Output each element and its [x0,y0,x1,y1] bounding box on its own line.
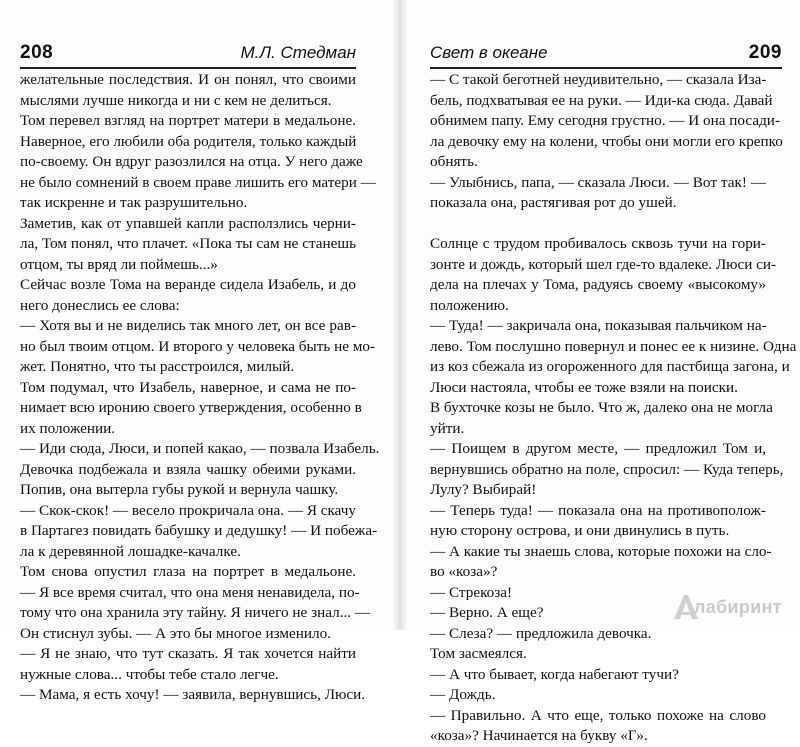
text-line: так искренне и так разрушительно. [20,194,248,211]
text-line: «коза»? Начинается на букву «Г». [430,727,648,744]
right-page [410,0,800,744]
text-line: мыслями лучше никогда и ни с кем не делиться. [20,91,332,109]
text-line: обнять. [430,153,478,170]
text-line: Сейчас возле Тома на веранде сидела Изабель, и до [20,276,356,293]
text-line: нужные слова... чтобы тебе стало легче. [20,665,279,683]
text-line: ную сторону острова, и они двинулись в путь. [430,522,730,539]
right-page-header [430,40,782,70]
left-header-rule [20,67,356,69]
text-line: но был твоим отцом. И второго у человека быть не мо- [20,337,376,355]
text-line: Лулу? Выбирай! [430,481,537,498]
right-running-title: Свет в океане [430,43,548,62]
text-line: желательные последствия. И он понял, что своими [20,71,356,88]
text-line: — Хотя вы и не виделись так много лет, он все рав- [20,317,356,334]
text-line: — С такой беготней неудивительно, — сказала Иза- [430,71,767,88]
text-line: жет. Понятно, что ты расстроился, милый. [20,358,295,375]
text-line: — Теперь туда! — показала она на противополож- [430,501,766,519]
text-line: Попив, она вытерла губы рукой и вернула чашку. [20,481,339,498]
text-line: во «коза»? [430,563,498,580]
text-line: — Улыбнись, папа, — сказала Люси. — Вот так! — [430,173,766,191]
text-line: — А какие ты знаешь слова, которые похожи на сло- [430,542,772,560]
text-line: отцом, ты вряд ли поймешь...» [20,255,218,273]
watermark-logo [672,593,787,621]
right-header-rule [430,67,782,69]
left-page [0,0,390,703]
text-line: ла, Том понял, что плачет. «Пока ты сам не станешь [20,235,356,252]
text-line: показала она, растягивая рот до ушей. [430,194,677,211]
text-line: Девочка подбежала и взяла чашку обеими руками. [20,460,356,478]
text-line: уйти. [430,419,465,437]
text-line: дела на плечах у Тома, радуясь своему «высокому» [430,276,766,293]
text-line: — Мама, я есть хочу! — заявила, вернувшись, Люси. [20,686,366,703]
text-line: — Слеза? — предложила девочка. [430,624,652,642]
text-line: — Иди сюда, Люси, и попей какао, — позвала Изабель. [20,440,380,457]
text-line: В бухточке козы не было. Что ж, далеко она не могла [430,399,773,416]
text-line: зонте и дождь, который шел где-то вдалеке. Люси си- [430,255,777,273]
text-line: в Партагез повидать бабушку и дедушку! — И побежа- [20,522,378,539]
text-line: — Правильно. А что еще, только похоже на слово [430,706,766,724]
watermark-text: лабиринт [694,597,782,617]
book-gutter [392,0,408,630]
left-running-title: М.Л. Стедман [240,43,356,62]
text-line: ла девочку ему на колени, чтобы они могли его крепко [430,132,783,150]
text-line: него донеслись ее слова: [20,296,180,314]
text-line: Том подумал, что Изабель, наверное, и сама не по- [20,378,356,396]
text-line: Том снова опустил глаза на портрет в медальоне. [20,563,356,580]
right-page-number: 209 [748,42,782,63]
text-line [430,214,766,235]
text-line: вернувшись обратно на поле, спросил: — Куда теперь, [430,460,784,478]
text-line: — Стрекоза! [430,583,513,601]
right-page-body [430,70,797,747]
text-line: ла к деревянной лошадке-качалке. [20,542,241,560]
text-line: Наверное, его любили оба родителя, только каждый [20,132,357,150]
text-line: Заметив, как от упавшей капли расползлись черни- [20,214,356,232]
text-line: — Я все время считал, что она меня ненавидела, по- [20,583,360,601]
text-line: положению. [430,296,509,314]
left-page-header [20,40,356,70]
text-line: тому что она хранила эту тайну. Я ничего не знал... — [20,604,371,621]
text-line: бель, подхватывая ее на руки. — Иди-ка сюда. Давай [430,91,773,109]
text-line: — Я не знаю, что тут сказать. Я так хочется найти [20,645,356,662]
text-line: Том засмеялся. [430,645,527,662]
text-line: — Верно. А еще? [430,604,544,621]
text-line: — Дождь. [430,686,496,703]
text-line: по-своему. Он вдруг разозлился на отца. У него даже [20,153,363,170]
text-line: их положении. [20,419,116,437]
left-page-number: 208 [20,42,54,63]
text-line: — Поищем в другом месте, — предложил Том и, [430,440,766,457]
text-line: — А что бывает, когда набегают тучи? [430,665,679,683]
text-line: Том перевел взгляд на портрет матери в медальоне. [20,112,356,129]
text-line: лево. Том послушно повернул и понес ее к низине. Одна [430,337,797,355]
text-line: обнимем папу. Ему сегодня грустно. — И она посади- [430,112,780,129]
text-line: Солнце с трудом пробивалось сквозь тучи на гори- [430,235,766,252]
left-page-body [20,70,380,706]
text-line: нимает всю иронию своего утверждения, особенно в [20,399,362,416]
text-line: из коз сбежала из огороженного для пастбища загона, и [430,358,790,375]
text-line: Он стиснул зубы. — А это бы многое изменило. [20,624,331,642]
text-line: — Туда! — закричала она, показывая пальчиком на- [430,317,767,334]
text-line: Люси настояла, чтобы ее тоже взяли на поиски. [430,378,738,396]
text-line: не было сомнений в своем праве лишить его матери — [20,173,376,191]
text-line: — Скок-скок! — весело прокричала она. — Я скачу [20,501,357,519]
